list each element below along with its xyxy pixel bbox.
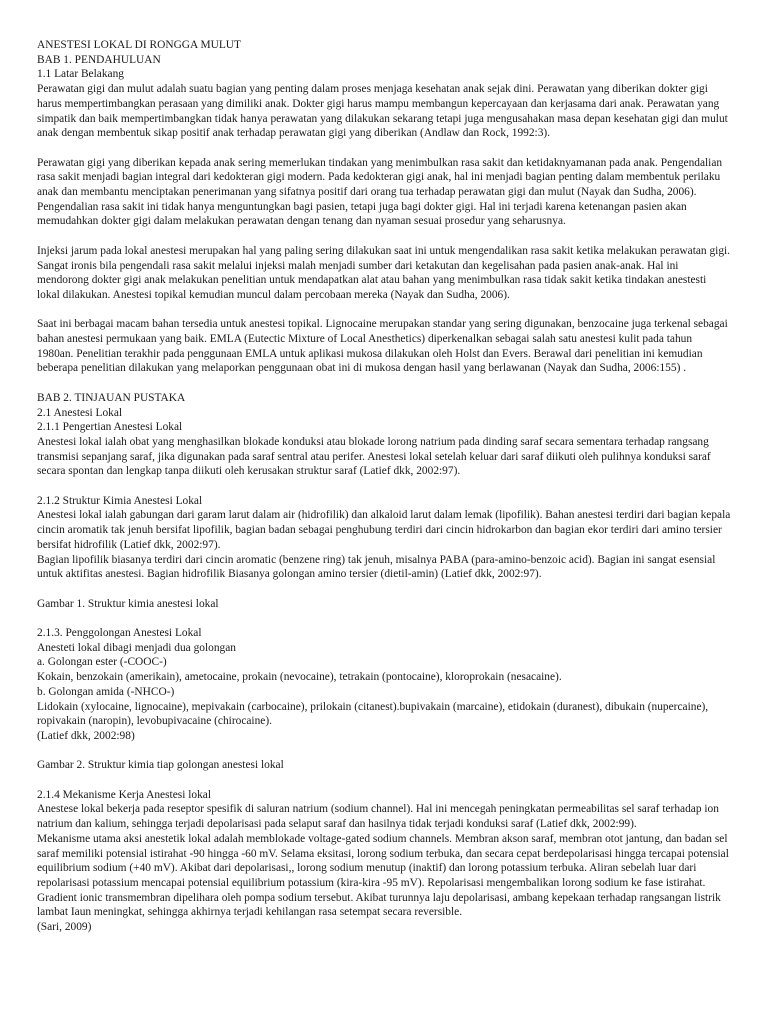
figure-1-caption: Gambar 1. Struktur kimia anestesi lokal xyxy=(37,597,219,610)
citation: (Sari, 2009) xyxy=(37,921,92,934)
amide-group-label: b. Golongan amida (-NHCO-) xyxy=(37,685,175,698)
paragraph: Injeksi jarum pada lokal anestesi merupakan hal yang paling sering dilakukan saat ini untuk mengendalikan rasa sakit ketika melakukan perawatan gigi. Sangat ironis bila pengendali rasa sakit melalui injeksi malah menjadi sumber dari ketakutan dan kegelisahan pada pasien anak-anak. Hal ini mendorong dokter gigi anak melakukan penelitian untuk mendapatkan alat atau bahan yang menimbulkan rasa tidak sakit ketika tindakan anestesti lokal dilakukan. Anestesi topikal kemudian muncul dalam percobaan mereka (Nayak dan Sudha, 2006). xyxy=(37,244,731,301)
paragraph: Anestesi lokal ialah gabungan dari garam larut dalam air (hidrofilik) dan alkaloid larut dalam lemak (lipofilik). Bahan anestesi terdiri dari bagian kepala cincin aromatik tak jenuh bersifat lipofilik, bagian badan sebagai penghubung terdiri dari cincin hidrokarbon dan bagian ekor terdiri dari amino tersier bersifat hidrofilik (Latief dkk, 2002:97). xyxy=(37,509,731,551)
document-title: ANESTESI LOKAL DI RONGGA MULUT xyxy=(37,39,241,51)
document-body xyxy=(37,38,731,935)
paragraph: Saat ini berbagai macam bahan tersedia untuk anestesi topikal. Lignocaine merupakan standar yang sering digunakan, benzocaine juga terkenal sebagai bahan anestesi permukaan yang baik. EMLA (Eutectic Mixture of Local Anesthetics) diperkenalkan sebagai salah satu anestesi kulit pada tahun 1980an. Penelitian terakhir pada penggunaan EMLA untuk aplikasi mukosa dilakukan oleh Holst dan Evers. Berawal dari penelitian ini kemudian beberapa penelitian dilakukan yang melaporkan penggunaan obat ini di mukosa dengan hasil yang berlawanan (Nayak dan Sudha, 2006:155) . xyxy=(37,318,728,375)
figure-2-caption: Gambar 2. Struktur kimia tiap golongan anestesi lokal xyxy=(37,759,284,772)
section-2-1-4-heading: 2.1.4 Mekanisme Kerja Anestesi lokal xyxy=(37,788,211,801)
ester-group-label: a. Golongan ester (-COOC-) xyxy=(37,656,167,669)
paragraph: Anestesi lokal ialah obat yang menghasilkan blokade konduksi atau blokade lorong natrium pada dinding saraf secara sementara terhadap rangsang transmisi sepanjang saraf, jika digunakan pada saraf sentral atau perifer. Anestesi lokal setelah keluar dari saraf diikuti oleh pulihnya konduksi saraf secara spontan dan lengkap tanpa diikuti oleh kerusakan struktur saraf (Latief dkk, 2002:97). xyxy=(37,435,711,478)
section-1-1-heading: 1.1 Latar Belakang xyxy=(37,68,124,81)
section-2-1-3-heading: 2.1.3. Penggolongan Anestesi Lokal xyxy=(37,627,202,640)
paragraph: Anestese lokal bekerja pada reseptor spesifik di saluran natrium (sodium channel). Hal ini mencegah peningkatan permeabilitas sel saraf terhadap ion natrium dan kalium, sehingga terjadi depolarisasi pada selaput saraf dan hasilnya tidak terjadi konduksi saraf (Latief dkk, 2002:99). xyxy=(37,803,719,831)
paragraph: Gradient ionic transmembran dipelihara oleh pompa sodium tersebut. Akibat turunnya laju depolarisasi, ambang kepekaan terhadap rangsangan listrik lambat Iaun meningkat, sehingga akhirnya terjadi kehilangan rasa setempat secara reversible. xyxy=(37,891,721,919)
section-2-1-heading: 2.1 Anestesi Lokal xyxy=(37,406,123,419)
citation: (Latief dkk, 2002:98) xyxy=(37,729,135,742)
ester-group-items: Kokain, benzokain (amerikain), ametocaine, prokain (nevocaine), tetrakain (pontocaine), kloroprokain (nesacaine). xyxy=(37,671,562,684)
paragraph: Perawatan gigi yang diberikan kepada anak sering memerlukan tindakan yang menimbulkan rasa sakit dan ketidaknyamanan pada anak. Pengendalian rasa sakit menjadi bagian integral dari kedokteran gigi modern. Pada kedokteran gigi anak, hal ini menjadi bagian penting dalam membentuk perilaku anak dan membantu menciptakan penerimanan yang sifatnya positif dari orang tua terhadap perawatan gigi dan mulut (Nayak dan Sudha, 2006). Pengendalian rasa sakit ini tidak hanya menguntungkan bagi pasien, tetapi juga bagi dokter gigi. Hal ini terjadi karena ketenangan pasien akan memudahkan dokter gigi dalam melakukan perawatan dengan tenang dan nyaman sesuai prosedur yang seharusnya. xyxy=(37,156,723,228)
paragraph: Bagian lipofilik biasanya terdiri dari cincin aromatic (benzene ring) tak jenuh, misalnya PABA (para-amino-benzoic acid). Bagian ini sangat esensial untuk aktifitas anestesi. Bagian hidrofilik Biasanya golongan amino tersier (dietil-amin) (Latief dkk, 2002:97). xyxy=(37,553,716,581)
classification-intro: Anesteti lokal dibagi menjadi dua golongan xyxy=(37,641,236,654)
paragraph: Mekanisme utama aksi anestetik lokal adalah memblokade voltage-gated sodium channels. Membran akson saraf, membran otot jantung, dan badan sel saraf memiliki potensial istirahat -90 hingga -60 mV. Selama eksitasi, lorong sodium terbuka, dan secara cepat berdepolarisasi hingga tercapai potensial equilibrium sodium (+40 mV). Akibat dari depolarisasi,, lorong sodium menutup (inaktif) dan lorong potassium terbuka. Aliran sebelah luar dari repolarisasi potassium mencapai potensial equilibrium potassium (kira-kira -95 mV). Repolarisasi mengembalikan lorong sodium ke fase istirahat. xyxy=(37,832,729,889)
section-2-1-2-heading: 2.1.2 Struktur Kimia Anestesi Lokal xyxy=(37,494,203,507)
chapter-2-heading: BAB 2. TINJAUAN PUSTAKA xyxy=(37,391,186,404)
section-2-1-1-heading: 2.1.1 Pengertian Anestesi Lokal xyxy=(37,421,183,434)
amide-group-items: Lidokain (xylocaine, lignocaine), mepivakain (carbocaine), prilokain (citanest).bupivakain (marcaine), etidokain (duranest), dibukain (nupercaine), ropivakain (naropin), levobupivacaine (chirocaine). xyxy=(37,700,709,728)
chapter-1-heading: BAB 1. PENDAHULUAN xyxy=(37,53,161,66)
paragraph: Perawatan gigi dan mulut adalah suatu bagian yang penting dalam proses menjaga kesehatan anak sejak dini. Perawatan yang diberikan dokter gigi harus mempertimbangkan perasaan yang dimiliki anak. Dokter gigi harus mampu membangun kepercayaan dan kerjasama dari anak. Perawatan yang simpatik dan baik mempertimbangkan tidak hanya perawatan yang dilakukan sekarang tetapi juga mengusahakan masa depan kesehatan gigi dan mulut anak dengan membentuk sikap positif anak terhadap perawatan gigi yang diberikan (Andlaw dan Rock, 1992:3). xyxy=(37,83,728,140)
